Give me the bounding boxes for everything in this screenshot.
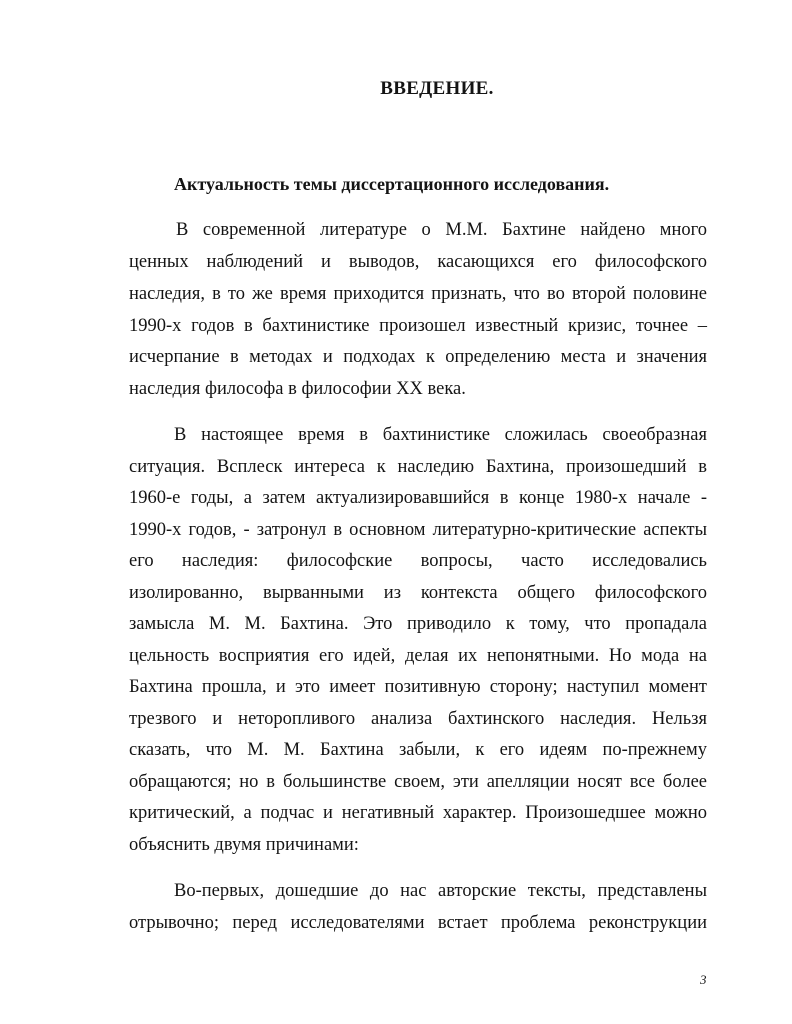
- paragraph-2-line-14: объяснить двумя причинами:: [129, 835, 359, 855]
- paragraph-1-line-4: 1990-х годов в бахтинистике произошел известный кризис, точнее –: [129, 316, 707, 336]
- paragraph-2-line-12: обращаются; но в большинстве своем, эти апелляции носят все более: [129, 772, 707, 792]
- page-number: 3: [700, 972, 707, 987]
- paragraph-2-line-9: Бахтина прошла, и это имеет позитивную сторону; наступил момент: [129, 677, 707, 697]
- paragraph-2-line-1: В настоящее время в бахтинистике сложилась своеобразная: [174, 425, 707, 445]
- paragraph-3-line-1: Во-первых, дошедшие до нас авторские тексты, представлены: [174, 881, 707, 901]
- paragraph-1-line-6: наследия философа в философии XX века.: [129, 379, 466, 399]
- paragraph-2-line-11: сказать, что М. М. Бахтина забыли, к его идеям по-прежнему: [129, 740, 707, 760]
- paragraph-2-line-7: замысла М. М. Бахтина. Это приводило к тому, что пропадала: [129, 614, 707, 634]
- paragraph-2-line-6: изолированно, вырванными из контекста общего философского: [129, 583, 707, 603]
- paragraph-3-line-2: отрывочно; перед исследователями встает проблема реконструкции: [129, 913, 707, 933]
- paragraph-1-line-2: ценных наблюдений и выводов, касающихся его философского: [129, 252, 707, 272]
- paragraph-2-line-4: 1990-х годов, - затронул в основном литературно-критические аспекты: [129, 520, 707, 540]
- paragraph-1-line-3: наследия, в то же время приходится признать, что во второй половине: [129, 284, 707, 304]
- paragraph-2-line-8: цельность восприятия его идей, делая их непонятными. Но мода на: [129, 646, 707, 666]
- paragraph-2-line-2: ситуация. Всплеск интереса к наследию Бахтина, произошедший в: [129, 457, 707, 477]
- section-title: Актуальность темы диссертационного исследования.: [174, 174, 610, 194]
- paragraph-1-line-5: исчерпание в методах и подходах к определению места и значения: [129, 347, 707, 367]
- paragraph-2-line-13: критический, а подчас и негативный характер. Произошедшее можно: [129, 803, 707, 823]
- paragraph-2-line-3: 1960-е годы, а затем актуализировавшийся в конце 1980-х начале -: [129, 488, 707, 508]
- page-heading: ВВЕДЕНИЕ.: [380, 78, 494, 99]
- paragraph-2-line-10: трезвого и неторопливого анализа бахтинского наследия. Нельзя: [129, 709, 707, 729]
- paragraph-1-line-1: В современной литературе о М.М. Бахтине найдено много: [176, 220, 707, 240]
- paragraph-2-line-5: его наследия: философские вопросы, часто исследовались: [129, 551, 707, 571]
